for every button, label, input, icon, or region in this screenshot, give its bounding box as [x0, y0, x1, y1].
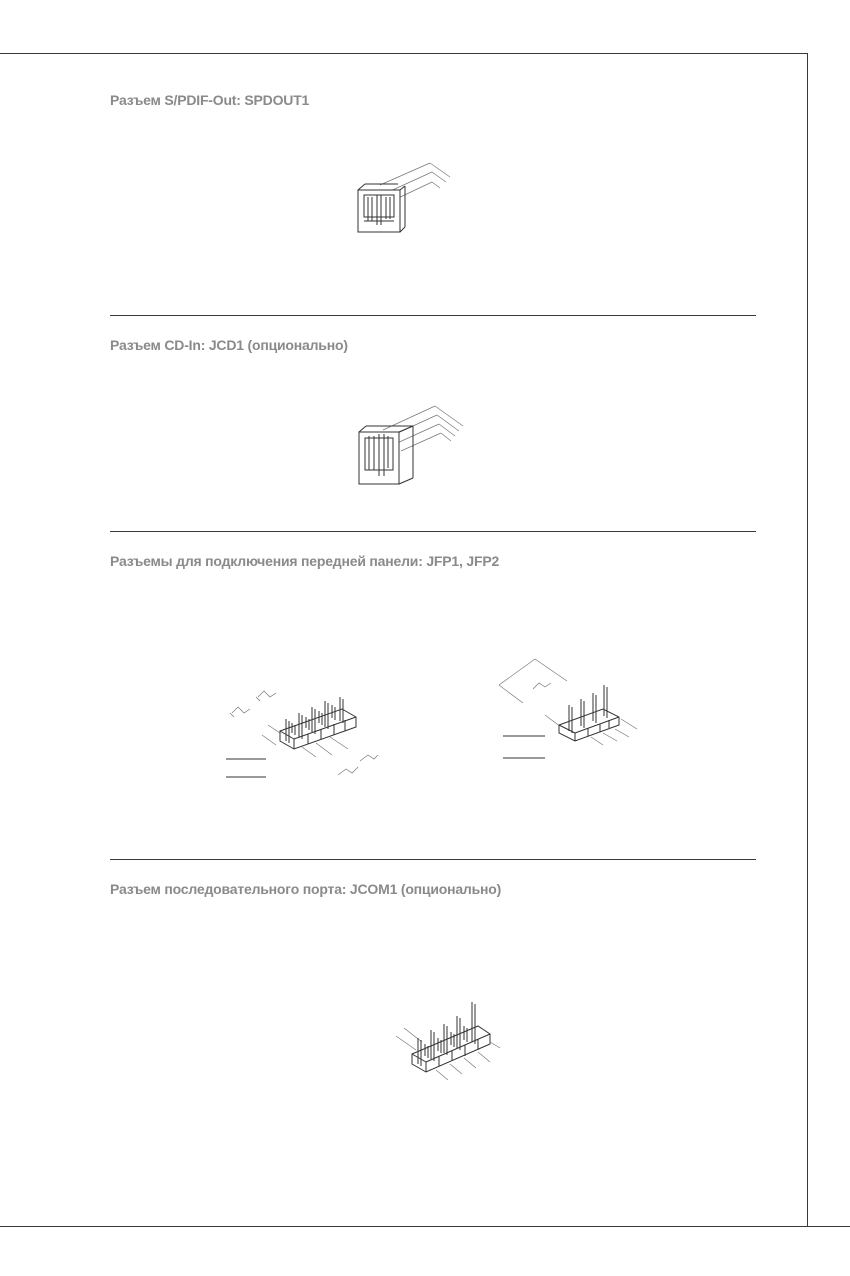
jcom-header-diagram — [392, 998, 504, 1088]
page-frame-bottom — [0, 1226, 850, 1227]
spdout-connector-diagram — [350, 155, 460, 240]
page-frame-right — [807, 53, 808, 1226]
jfp1-header-diagram — [220, 683, 380, 788]
section-heading-jfp: Разъемы для подключения передней панели: JFP1, JFP2 — [110, 553, 500, 569]
section-heading-spdout: Разъем S/PDIF-Out: SPDOUT1 — [110, 92, 310, 108]
cd-in-connector-diagram — [355, 398, 475, 490]
section-divider — [110, 315, 756, 316]
section-divider — [110, 859, 756, 860]
section-divider — [110, 531, 756, 532]
section-heading-jcom: Разъем последовательного порта: JCOM1 (опционально) — [110, 881, 502, 897]
section-heading-jcd: Разъем CD-In: JCD1 (опционально) — [110, 337, 348, 353]
page-frame-top — [0, 53, 808, 54]
jfp2-header-diagram — [495, 655, 645, 765]
